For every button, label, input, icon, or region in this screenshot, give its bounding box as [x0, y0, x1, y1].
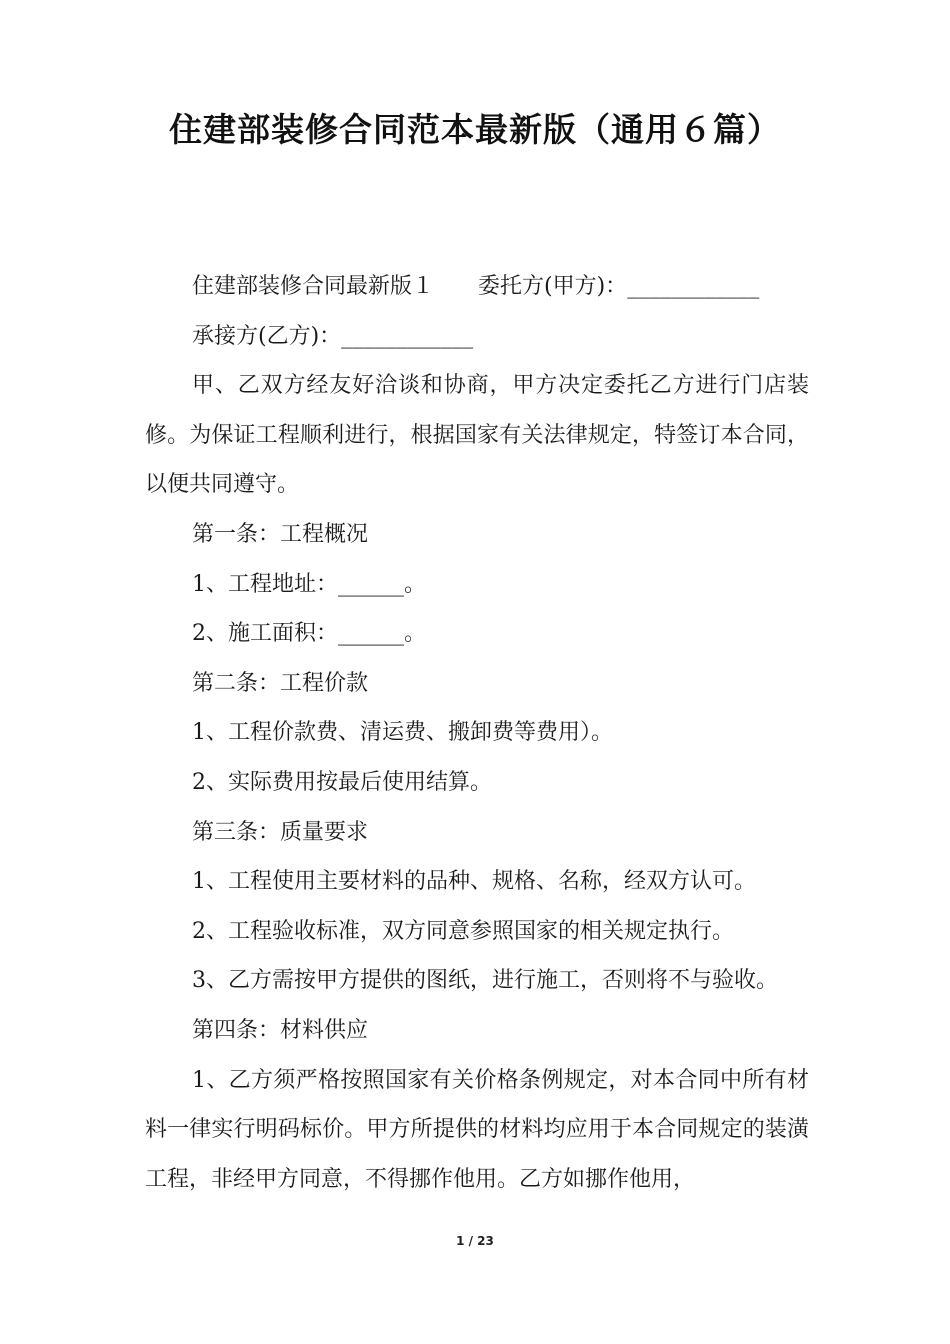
party-a-label: 委托方(甲方)：: [478, 274, 628, 299]
article-3-heading: 第三条：质量要求: [192, 819, 369, 845]
article-3-item-1: 1、工程使用主要材料的品种、规格、名称，经双方认可。: [192, 869, 756, 895]
party-b-blank: ____________: [341, 323, 474, 349]
article-2-item-2: 2、实际费用按最后使用结算。: [192, 769, 492, 795]
header-line: [145, 262, 809, 312]
article-4-heading: 第四条：材料供应: [192, 1017, 369, 1043]
document-body: [145, 262, 809, 1204]
intro-paragraph: 甲、乙双方经友好洽谈和协商，甲方决定委托乙方进行门店装修。为保证工程顺利进行，根据国家有关法律规定，特签订本合同，以便共同遵守。: [145, 373, 809, 498]
article-3-item-2: 2、工程验收标准，双方同意参照国家的相关规定执行。: [192, 918, 734, 944]
article-1-item-1: 1、工程地址：______。: [192, 571, 426, 597]
article-1-item-2: 2、施工面积：______。: [192, 621, 426, 647]
document-title: 住建部装修合同范本最新版（通用６篇）: [169, 110, 781, 149]
article-1-heading: 第一条：工程概况: [192, 521, 369, 547]
article-2-heading: 第二条：工程价款: [192, 670, 369, 696]
article-3-item-3: 3、乙方需按甲方提供的图纸，进行施工，否则将不与验收。: [192, 968, 778, 994]
article-2-item-1: 1、工程价款费、清运费、搬卸费等费用）。: [192, 720, 613, 746]
party-a-blank: ____________: [627, 274, 760, 299]
party-b-line: [145, 312, 809, 362]
contract-heading: 住建部装修合同最新版１: [192, 274, 435, 299]
party-b-label: 承接方(乙方)：: [192, 323, 342, 349]
page-number: 1 / 23: [456, 1234, 494, 1248]
article-4-item-1: 1、乙方须严格按照国家有关价格条例规定，对本合同中所有材料一律实行明码标价。甲方所提供的材料均应用于本合同规定的装潢工程，非经甲方同意，不得挪作他用。乙方如挪作他用，: [145, 1067, 809, 1192]
